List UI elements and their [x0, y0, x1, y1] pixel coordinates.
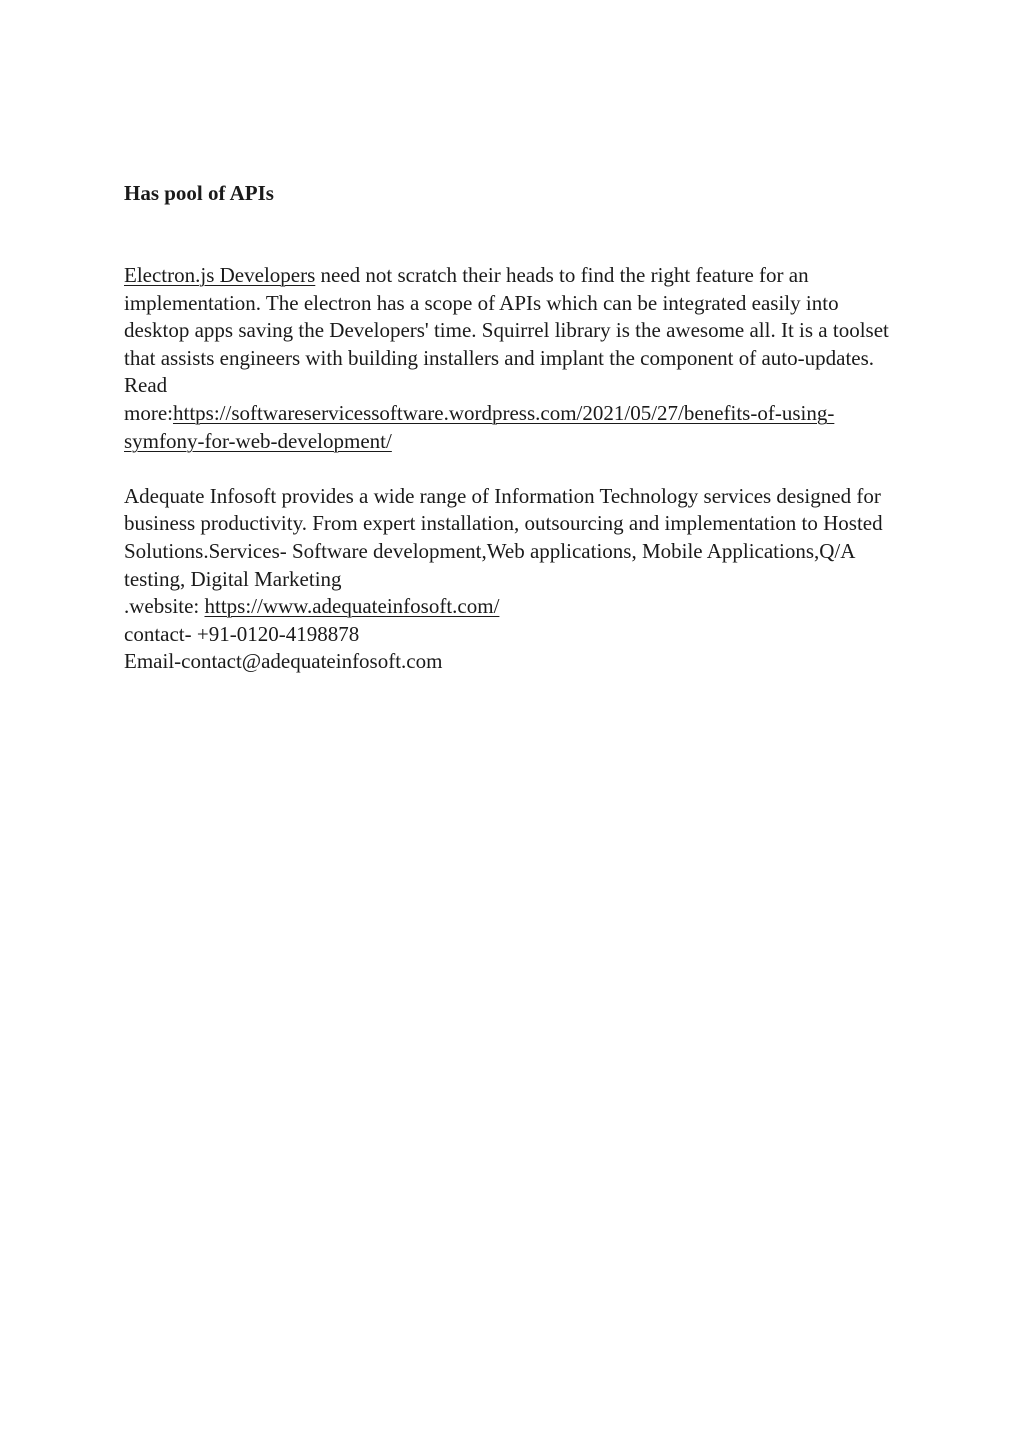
- website-line: [124, 593, 904, 621]
- website-label: .website:: [124, 594, 205, 619]
- intro-paragraph: [124, 262, 904, 372]
- read-label: Read: [124, 373, 168, 398]
- read-more-block: [124, 372, 904, 455]
- paragraph-spacer: [124, 455, 904, 483]
- section-heading: Has pool of APIs: [124, 181, 274, 205]
- electron-developers-link[interactable]: Electron.js Developers: [124, 263, 316, 287]
- contact-email: Email-contact@adequateinfosoft.com: [124, 649, 443, 674]
- more-label: more:: [124, 400, 173, 425]
- document-page: [124, 178, 904, 676]
- website-link[interactable]: https://www.adequateinfosoft.com/: [204, 594, 500, 619]
- contact-block: [124, 593, 904, 676]
- company-paragraph: [124, 483, 904, 593]
- company-body-text: Adequate Infosoft provides a wide range of Information Technology services designed for business productivity. From expert installation, outsourcing and implementation to Hosted Solutions.Services- Software development,Web applications, Mobile Applications,Q/A testing, Digital Marketing: [124, 483, 883, 591]
- read-more-link[interactable]: https://softwareservicessoftware.wordpress.com/2021/05/27/benefits-of-using-symfony-for-web-development/: [124, 400, 835, 453]
- intro-body-text: need not scratch their heads to find the right feature for an implementation. The electron has a scope of APIs which can be integrated easily into desktop apps saving the Developers' time. Squirrel library is the awesome all. It is a toolset that assists engineers with building installers and implant the component of auto-updates.: [124, 263, 889, 370]
- contact-phone: contact- +91-0120-4198878: [124, 621, 360, 646]
